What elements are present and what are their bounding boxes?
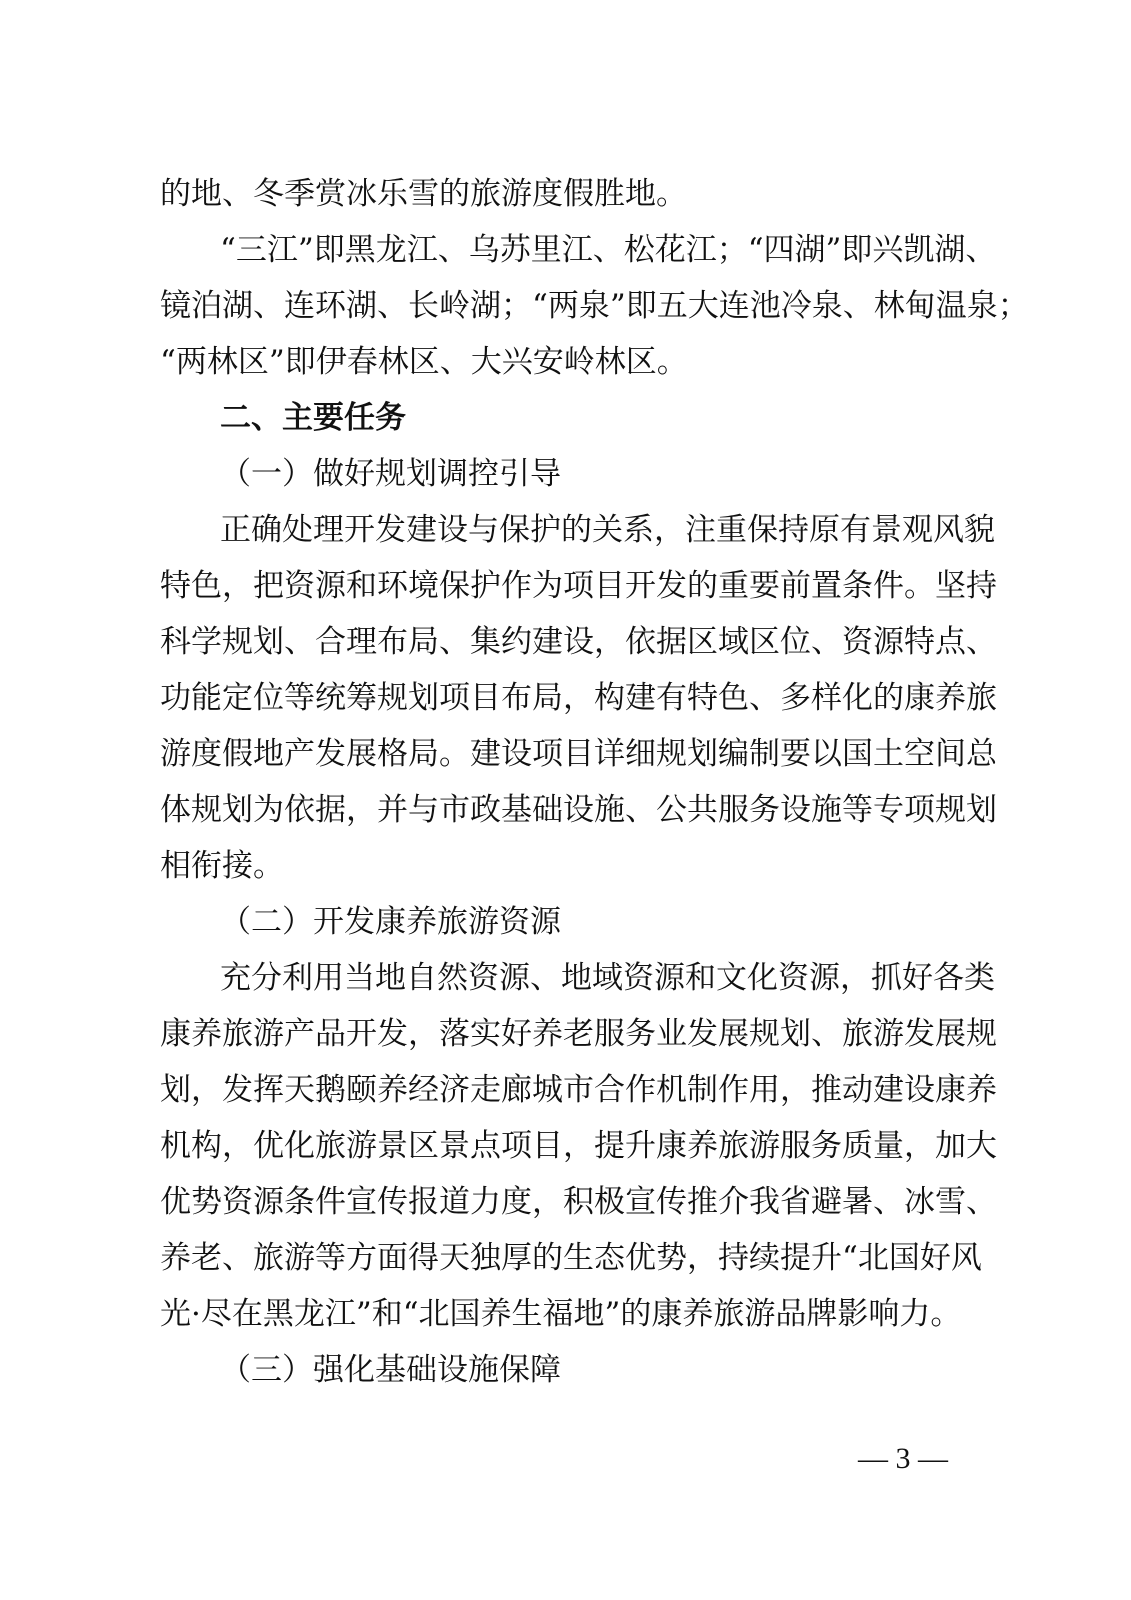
text-line: “三江”即黑龙江、乌苏里江、松花江；“四湖”即兴凯湖、 <box>220 232 997 268</box>
text-line: 正确处理开发建设与保护的关系，注重保持原有景观风貌 <box>220 512 995 548</box>
text-line: “两林区”即伊春林区、大兴安岭林区。 <box>160 344 688 380</box>
text-line: 充分利用当地自然资源、地域资源和文化资源，抓好各类 <box>220 960 995 996</box>
text-line: 康养旅游产品开发，落实好养老服务业发展规划、旅游发展规 <box>160 1016 997 1052</box>
subsection-heading: （二）开发康养旅游资源 <box>220 904 561 940</box>
text-line: 功能定位等统筹规划项目布局，构建有特色、多样化的康养旅 <box>160 680 997 716</box>
text-line: 相衔接。 <box>160 848 284 884</box>
page-number: — 3 — <box>858 1442 948 1475</box>
text-line: 养老、旅游等方面得天独厚的生态优势，持续提升“北国好风 <box>160 1240 982 1276</box>
text-line: 光·尽在黑龙江”和“北国养生福地”的康养旅游品牌影响力。 <box>160 1296 962 1332</box>
subsection-heading: （三）强化基础设施保障 <box>220 1352 561 1388</box>
text-line: 优势资源条件宣传报道力度，积极宣传推介我省避暑、冰雪、 <box>160 1184 997 1220</box>
section-heading: 二、主要任务 <box>220 400 406 436</box>
text-line: 游度假地产发展格局。建设项目详细规划编制要以国土空间总 <box>160 736 997 772</box>
text-line: 机构，优化旅游景区景点项目，提升康养旅游服务质量，加大 <box>160 1128 997 1164</box>
subsection-heading: （一）做好规划调控引导 <box>220 456 561 492</box>
text-line: 科学规划、合理布局、集约建设，依据区域区位、资源特点、 <box>160 624 997 660</box>
text-line: 特色，把资源和环境保护作为项目开发的重要前置条件。坚持 <box>160 568 997 604</box>
text-line: 划，发挥天鹅颐养经济走廊城市合作机制作用，推动建设康养 <box>160 1072 997 1108</box>
text-line: 的地、冬季赏冰乐雪的旅游度假胜地。 <box>160 176 687 212</box>
text-line: 体规划为依据，并与市政基础设施、公共服务设施等专项规划 <box>160 792 997 828</box>
text-line: 镜泊湖、连环湖、长岭湖；“两泉”即五大连池冷泉、林甸温泉； <box>160 288 1029 324</box>
